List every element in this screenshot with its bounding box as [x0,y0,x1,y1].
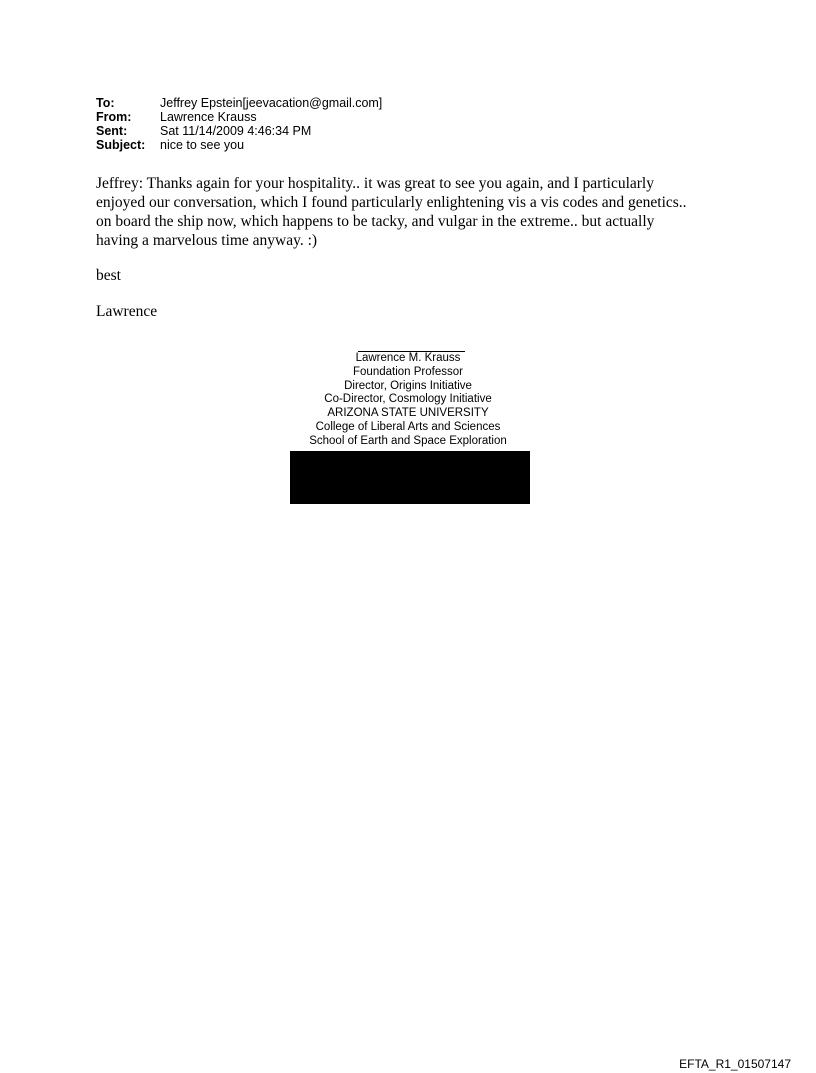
email-sender-name: Lawrence [96,303,158,320]
email-body [96,174,736,250]
signature-name: Lawrence M. Krauss [355,352,461,364]
signature-college: College of Liberal Arts and Sciences [315,420,501,433]
signature-title: Director, Origins Initiative [344,379,472,392]
email-signature [258,352,558,449]
header-subject-row [96,138,382,152]
body-line: having a marvelous time anyway. :) [96,232,318,249]
to-value: Jeffrey Epstein[jeevacation@gmail.com] [160,96,383,110]
redaction-block [290,451,530,504]
header-from-row [96,110,382,124]
email-header [96,96,382,152]
to-label: To: [96,96,115,110]
signature-title: Co-Director, Cosmology Initiative [324,393,492,406]
from-value: Lawrence Krauss [160,110,257,124]
document-id: EFTA_R1_01507147 [679,1057,791,1071]
body-line: on board the ship now, which happens to be tacky, and vulgar in the extreme.. but actually [96,213,655,230]
body-line: Jeffrey: Thanks again for your hospitality.. it was great to see you again, and I particularly [96,175,654,192]
signature-school: School of Earth and Space Exploration [309,434,507,447]
sent-value: Sat 11/14/2009 4:46:34 PM [160,124,312,138]
from-label: From: [96,110,132,124]
sent-label: Sent: [96,124,128,138]
signature-university: ARIZONA STATE UNIVERSITY [327,407,489,420]
header-to-row [96,96,382,110]
subject-value: nice to see you [160,138,245,152]
signature-title: Foundation Professor [353,365,463,378]
body-line: enjoyed our conversation, which I found particularly enlightening vis a vis codes and genetics.. [96,194,687,211]
subject-label: Subject: [96,138,146,152]
header-sent-row [96,124,382,138]
email-closing: best [96,267,121,284]
